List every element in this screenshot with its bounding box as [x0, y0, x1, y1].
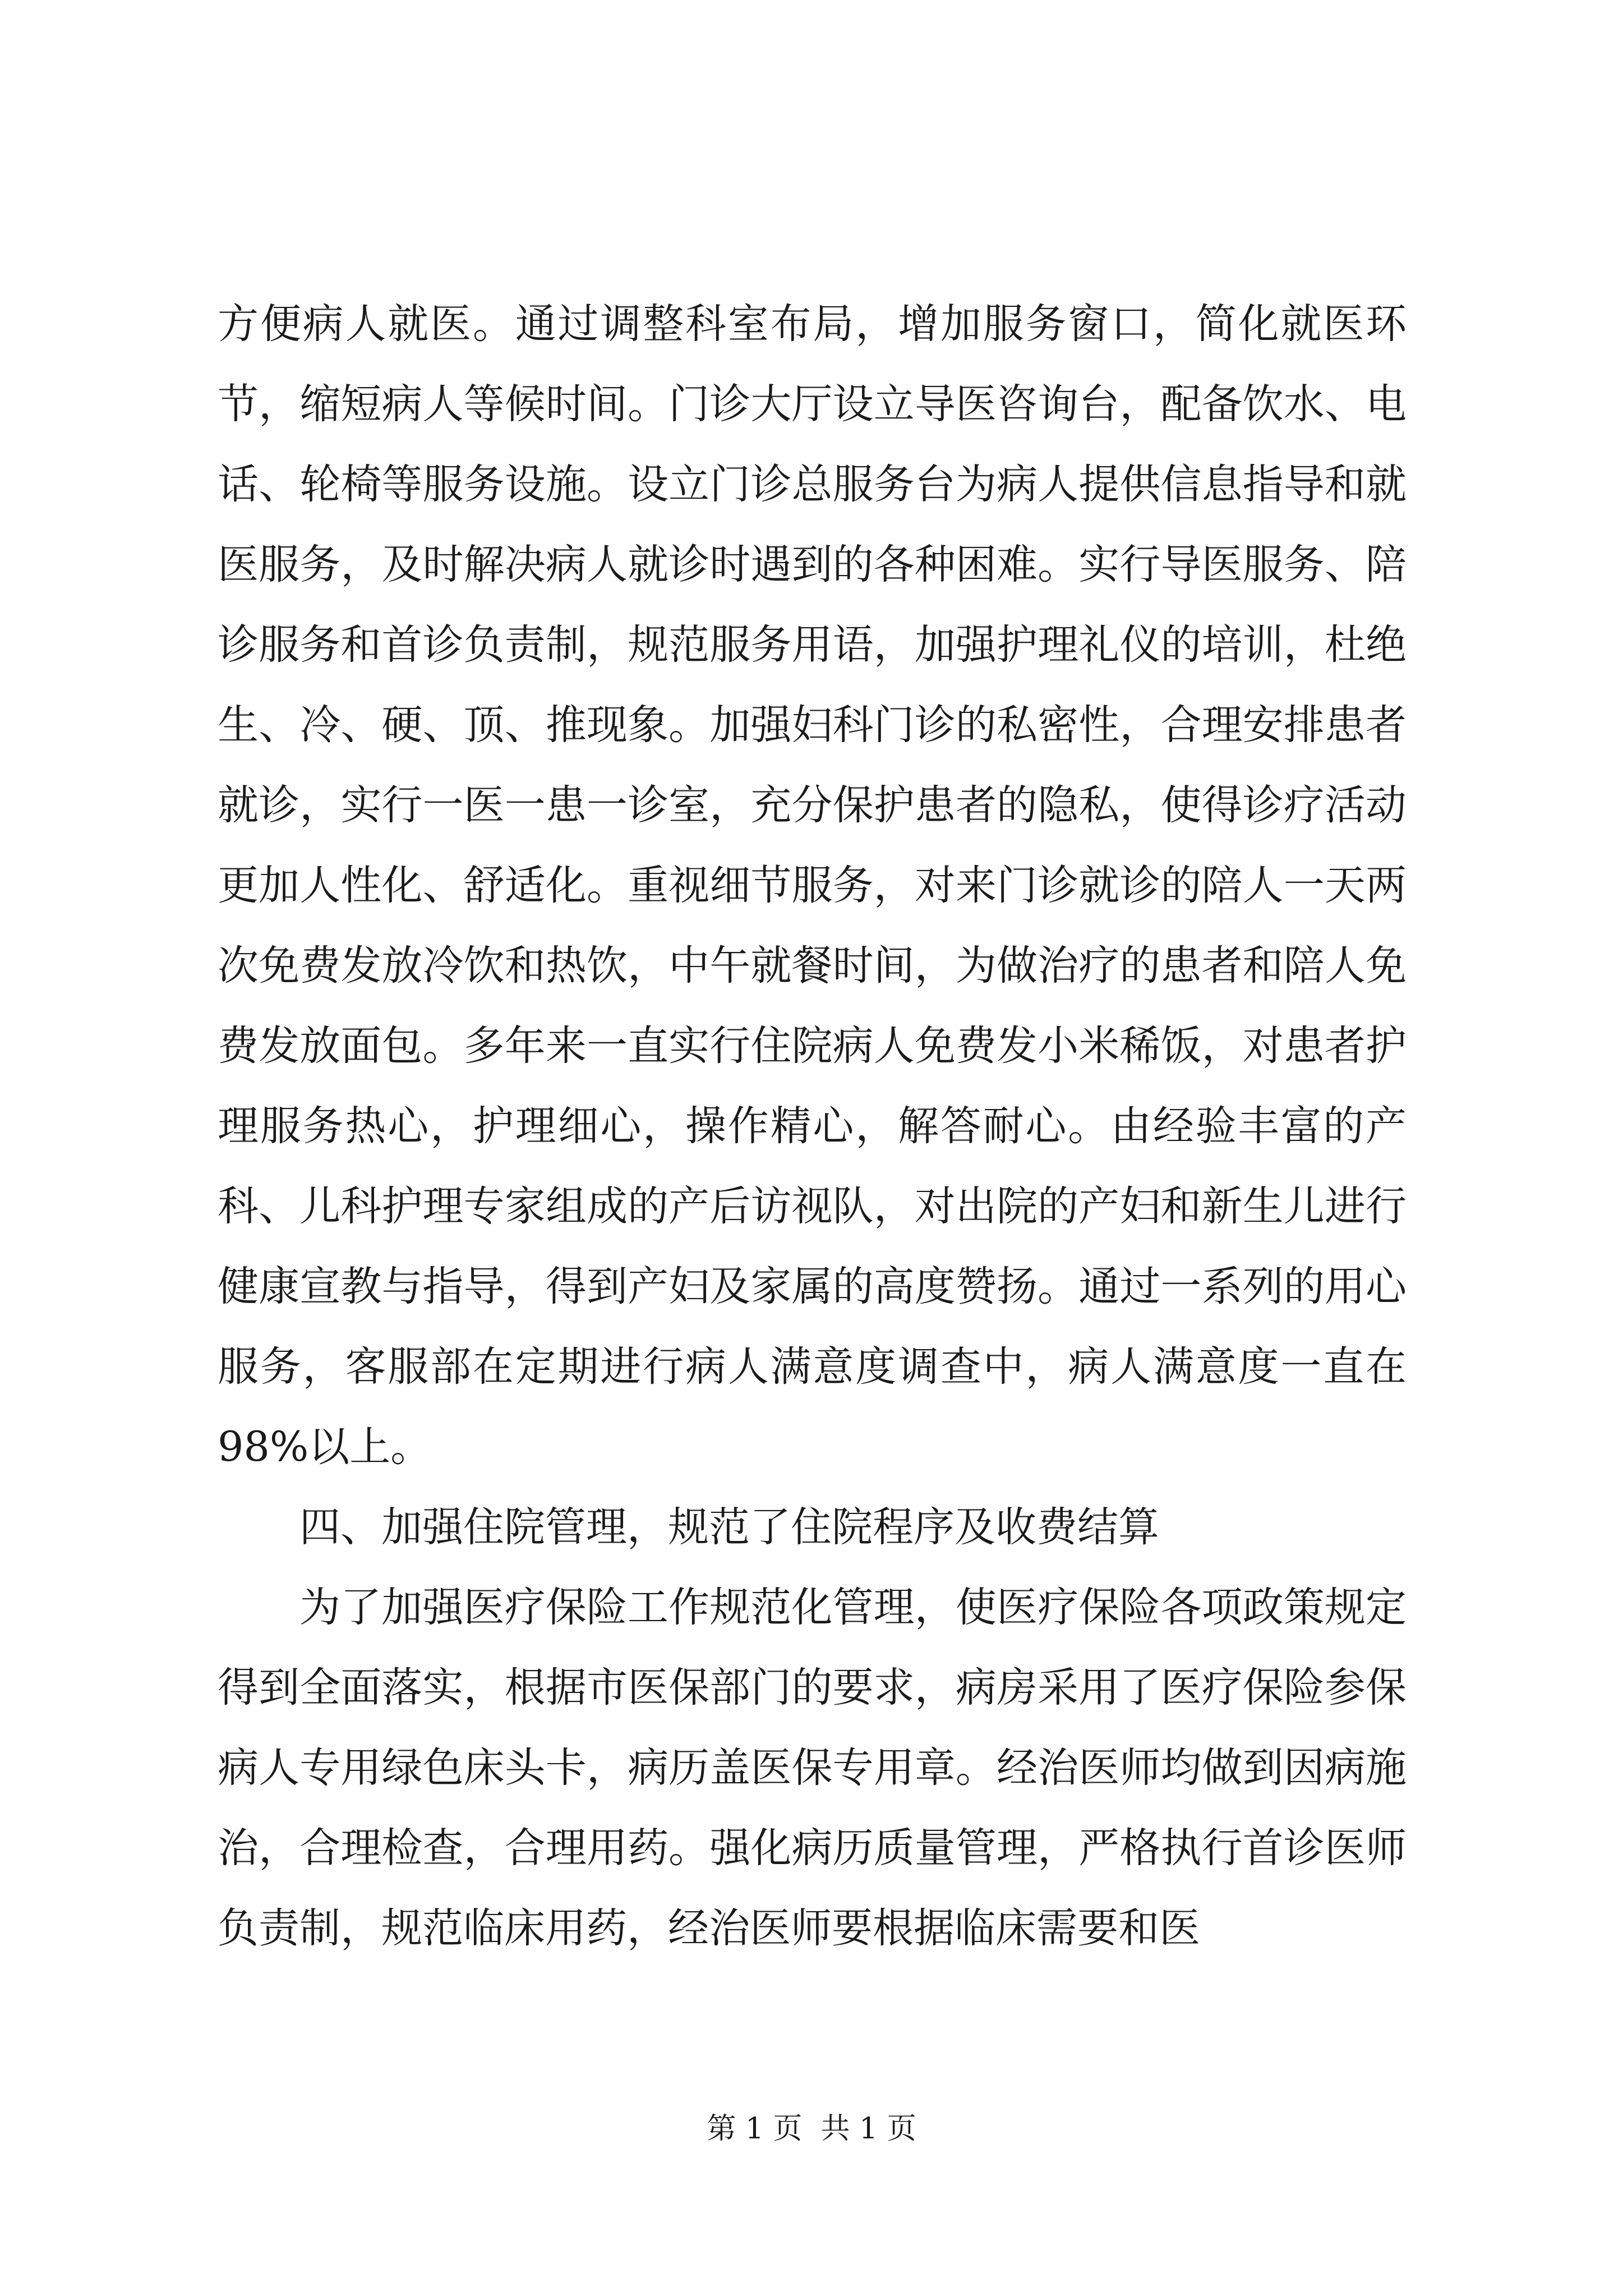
section-heading: 四、加强住院管理，规范了住院程序及收费结算: [299, 1503, 1159, 1551]
document-body: [218, 284, 1407, 1968]
paragraph-continued: 方便病人就医。通过调整科室布局，增加服务窗口，简化就医环节，缩短病人等候时间。门诊大厅设立导医咨询台，配备饮水、电话、轮椅等服务设施。设立门诊总服务台为病人提供信息指导和就医服务，及时解决病人就诊时遇到的各种困难。实行导医服务、陪诊服务和首诊负责制，规范服务用语，加强护理礼仪的培训，杜绝生、冷、硬、顶、推现象。加强妇科门诊的私密性，合理安排患者就诊，实行一医一患一诊室，充分保护患者的隐私，使得诊疗活动更加人性化、舒适化。重视细节服务，对来门诊就诊的陪人一天两次免费发放冷饮和热饮，中午就餐时间，为做治疗的患者和陪人免费发放面包。多年来一直实行住院病人免费发小米稀饭，对患者护理服务热心，护理细心，操作精心，解答耐心。由经验丰富的产科、儿科护理专家组成的产后访视队，对出院的产妇和新生儿进行健康宣教与指导，得到产妇及家属的高度赞扬。通过一系列的用心服务，客服部在定期进行病人满意度调查中，病人满意度一直在98%以上。: [218, 300, 1407, 1471]
paragraph-insurance: 为了加强医疗保险工作规范化管理，使医疗保险各项政策规定得到全面落实，根据市医保部门的要求，病房采用了医疗保险参保病人专用绿色床头卡，病历盖医保专用章。经治医师均做到因病施治，合理检查，合理用药。强化病历质量管理，严格执行首诊医师负责制，规范临床用药，经治医师要根据临床需要和医: [218, 1584, 1407, 1952]
page-footer: 第 1 页 共 1 页: [707, 2112, 916, 2146]
